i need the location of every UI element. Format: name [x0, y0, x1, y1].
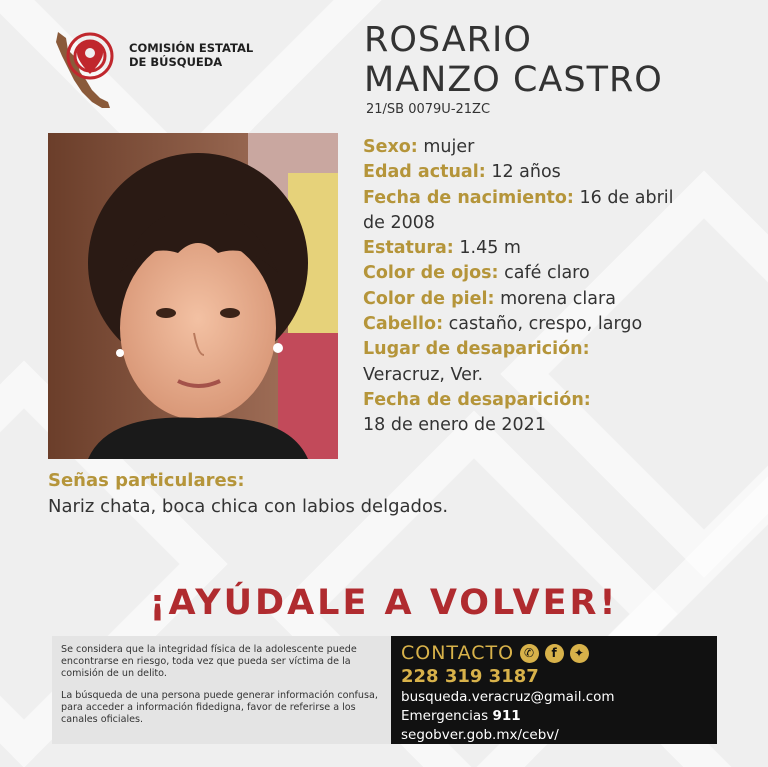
contact-title-row: [401, 640, 707, 666]
senas-label: Señas particulares:: [48, 470, 245, 491]
detail-label: Cabello:: [363, 314, 444, 335]
emergency-label: Emergencias: [401, 708, 489, 724]
detail-nacimiento: [363, 186, 693, 237]
contact-title: CONTACTO: [401, 642, 515, 664]
detail-lugar: [363, 337, 693, 388]
detail-edad: [363, 160, 693, 185]
detail-estatura: [363, 236, 693, 261]
logo-line-2: DE BÚSQUEDA: [129, 55, 223, 69]
detail-label: Estatura:: [363, 238, 454, 259]
legal-notice: [52, 636, 391, 744]
detail-value: Veracruz, Ver.: [363, 364, 484, 385]
person-details: [363, 135, 693, 439]
contact-phone[interactable]: 228 319 3187: [401, 666, 539, 687]
detail-label: Sexo:: [363, 137, 418, 157]
person-name: [364, 20, 663, 100]
detail-label: Lugar de desaparición:: [363, 339, 590, 360]
agency-logo: [52, 28, 272, 108]
detail-value: 16 de abril de 2008: [363, 187, 674, 233]
distinguishing-features: [48, 468, 708, 520]
detail-label: Fecha de nacimiento:: [363, 187, 574, 208]
facebook-icon[interactable]: f: [545, 644, 564, 663]
detail-value: mujer: [423, 137, 475, 157]
twitter-icon[interactable]: ✦: [570, 644, 589, 663]
notice-paragraph-2: La búsqueda de una persona puede generar información confusa, para acceder a información fidedigna, favor de referirse a los canales oficiales.: [61, 690, 378, 725]
detail-value: 1.45 m: [459, 238, 521, 259]
whatsapp-icon[interactable]: ✆: [520, 644, 539, 663]
detail-value: morena clara: [500, 288, 616, 309]
detail-cabello: [363, 312, 693, 337]
detail-label: Fecha de desaparición:: [363, 389, 591, 410]
notice-paragraph-1: Se considera que la integridad física de la adolescente puede encontrarse en riesgo, toda vez que pueda ser víctima de la comisión de un delito.: [61, 644, 357, 679]
detail-value: 12 años: [491, 162, 561, 183]
call-to-action-heading: ¡AYÚDALE A VOLVER!: [149, 583, 619, 623]
location-pin-map-icon: [52, 28, 124, 108]
detail-label: Color de piel:: [363, 288, 495, 309]
detail-piel: [363, 287, 693, 312]
emergency-number[interactable]: 911: [492, 708, 521, 724]
detail-ojos: [363, 261, 693, 286]
person-photo: [48, 133, 338, 459]
detail-value: café claro: [504, 263, 590, 284]
contact-box: [391, 636, 717, 744]
detail-value: 18 de enero de 2021: [363, 415, 546, 436]
detail-label: Color de ojos:: [363, 263, 499, 284]
detail-sexo: [363, 135, 693, 160]
senas-value: Nariz chata, boca chica con labios delgados.: [48, 496, 449, 517]
contact-email[interactable]: busqueda.veracruz@gmail.com: [401, 689, 615, 705]
detail-label: Edad actual:: [363, 162, 486, 183]
logo-line-1: COMISIÓN ESTATAL: [129, 41, 254, 55]
case-folio: 21/SB 0079U-21ZC: [366, 102, 491, 117]
detail-value: castaño, crespo, largo: [448, 314, 643, 335]
first-name: ROSARIO: [364, 20, 532, 60]
emergency-line: [401, 707, 707, 726]
contact-website[interactable]: segobver.gob.mx/cebv/: [401, 727, 559, 743]
last-names: MANZO CASTRO: [364, 60, 663, 100]
detail-fecha-desaparicion: [363, 388, 693, 439]
